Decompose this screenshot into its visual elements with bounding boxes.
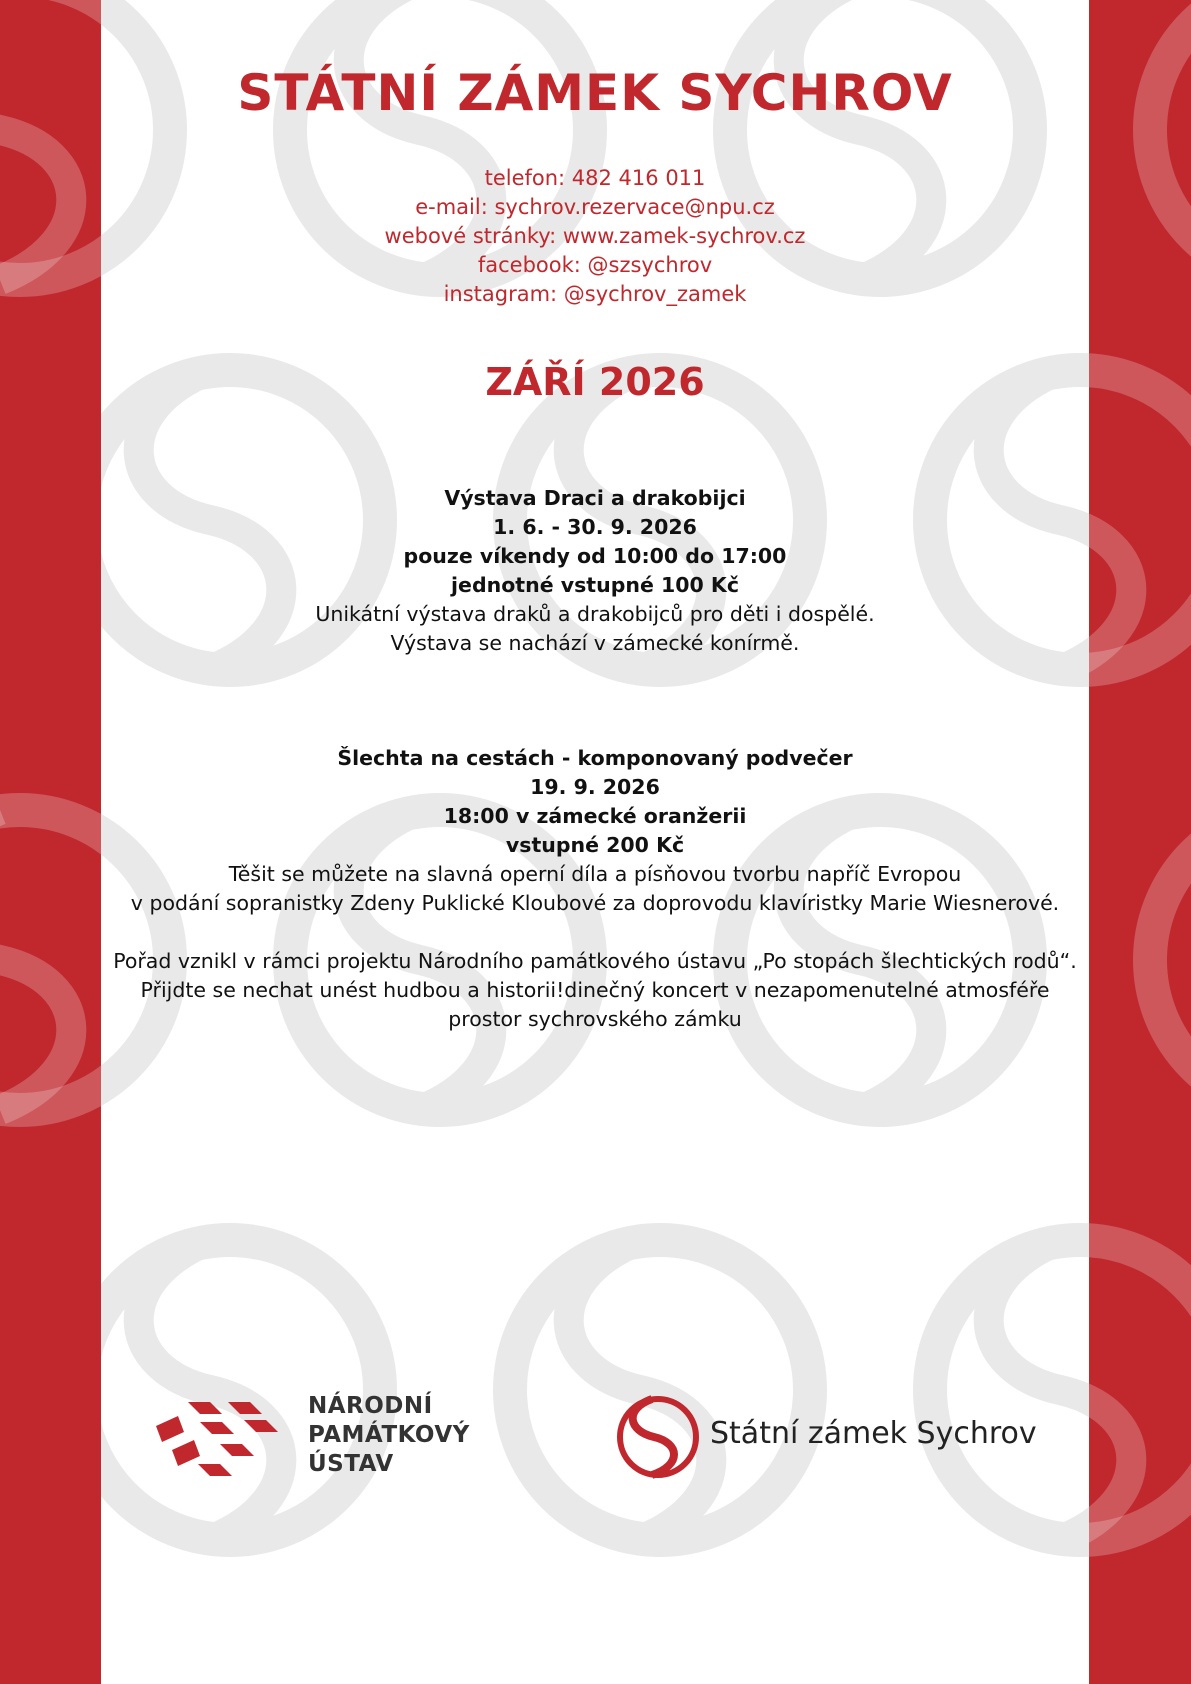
event-date: 1. 6. - 30. 9. 2026 — [493, 515, 697, 539]
event-description-line: prostor sychrovského zámku — [448, 1007, 742, 1031]
event-title: Výstava Draci a drakobijci — [444, 486, 746, 510]
npu-logo — [148, 1392, 488, 1482]
npu-line: NÁRODNÍ — [308, 1393, 433, 1419]
event-description-line: Unikátní výstava draků a drakobijců pro děti i dospělé. — [315, 602, 875, 626]
event-description-line: Výstava se nachází v zámecké konírmě. — [390, 631, 800, 655]
event-concert — [101, 744, 1089, 1034]
npu-line: PAMÁTKOVÝ — [308, 1422, 470, 1448]
contact-phone: telefon: 482 416 011 — [484, 166, 706, 190]
event-time: pouze víkendy od 10:00 do 17:00 — [403, 544, 787, 568]
contact-web[interactable]: webové stránky: www.zamek-sychrov.cz — [384, 224, 806, 248]
event-exhibition — [101, 484, 1089, 658]
contact-instagram[interactable]: instagram: @sychrov_zamek — [443, 282, 747, 306]
month-heading: ZÁŘÍ 2026 — [485, 360, 705, 404]
npu-line: ÚSTAV — [308, 1451, 394, 1477]
page-title: STÁTNÍ ZÁMEK SYCHROV — [237, 64, 953, 122]
sychrov-logo — [615, 1392, 1045, 1482]
sychrov-wordmark: Státní zámek Sychrov — [710, 1416, 1037, 1451]
npu-emblem-icon — [148, 1392, 298, 1482]
sychrov-emblem-icon — [615, 1394, 701, 1480]
event-time: 18:00 v zámecké oranžerii — [443, 804, 747, 828]
event-price: jednotné vstupné 100 Kč — [451, 573, 739, 597]
contact-facebook[interactable]: facebook: @szsychrov — [477, 253, 713, 277]
contact-email[interactable]: e-mail: sychrov.rezervace@npu.cz — [415, 195, 775, 219]
event-description-line: Přijdte se nechat unést hudbou a historii!dinečný koncert v nezapomenutelné atmosféře — [140, 978, 1050, 1002]
npu-wordmark — [308, 1392, 470, 1479]
event-price: vstupné 200 Kč — [505, 833, 685, 857]
event-title: Šlechta na cestách - komponovaný podvečer — [337, 746, 853, 770]
event-date: 19. 9. 2026 — [530, 775, 660, 799]
event-description-line: Pořad vznikl v rámci projektu Národního památkového ústavu „Po stopách šlechtických rodů“. — [113, 949, 1077, 973]
contact-block — [101, 164, 1089, 309]
event-description-line: Těšit se můžete na slavná operní díla a písňovou tvorbu napříč Evropou — [228, 862, 962, 886]
paragraph-gap — [101, 918, 1089, 947]
event-description-line: v podání sopranistky Zdeny Puklické Kloubové za doprovodu klavíristky Marie Wiesnerové. — [130, 891, 1060, 915]
